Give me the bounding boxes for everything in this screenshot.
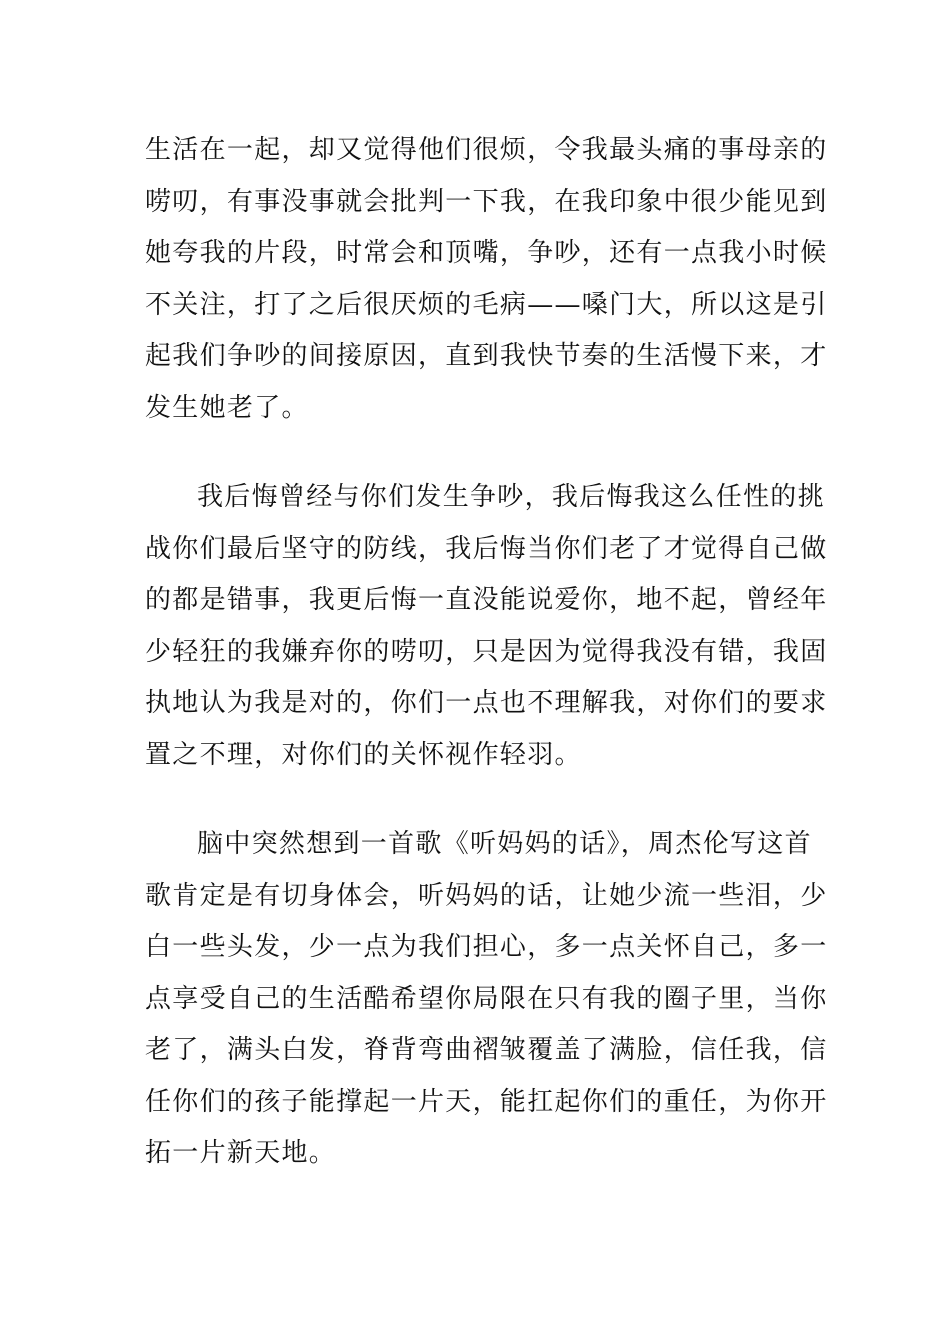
paragraph-line: 不关注，打了之后很厌烦的毛病——嗓门大，所以这是引 bbox=[145, 289, 828, 320]
paragraph-line: 战你们最后坚守的防线，我后悔当你们老了才觉得自己做 bbox=[145, 533, 828, 564]
paragraph-line: 的都是错事，我更后悔一直没能说爱你，地不起，曾经年 bbox=[145, 585, 828, 615]
paragraph-line: 我后悔曾经与你们发生争吵，我后悔我这么任性的挑 bbox=[197, 482, 825, 512]
paragraph-line: 脑中突然想到一首歌《听妈妈的话》，周杰伦写这首 bbox=[197, 829, 812, 859]
paragraph-line: 发生她老了。 bbox=[145, 392, 309, 423]
paragraph-line: 生活在一起，却又觉得他们很烦，令我最头痛的事母亲的 bbox=[145, 135, 828, 165]
paragraph-line: 唠叨，有事没事就会批判一下我，在我印象中很少能见到 bbox=[145, 186, 828, 217]
paragraph-3 bbox=[145, 819, 828, 1180]
paragraph-line: 她夸我的片段，时常会和顶嘴，争吵，还有一点我小时候 bbox=[145, 238, 828, 268]
paragraph-line: 任你们的孩子能撑起一片天，能扛起你们的重任，为你开 bbox=[145, 1086, 828, 1117]
paragraph-line: 起我们争吵的间接原因，直到我快节奏的生活慢下来，才 bbox=[145, 341, 828, 371]
paragraph-line: 置之不理，对你们的关怀视作轻羽。 bbox=[145, 739, 582, 770]
paragraph-line: 执地认为我是对的，你们一点也不理解我，对你们的要求 bbox=[145, 688, 828, 718]
paragraph-line: 拓一片新天地。 bbox=[145, 1138, 337, 1168]
paragraph-1 bbox=[145, 125, 828, 434]
paragraph-line: 老了，满头白发，脊背弯曲褶皱覆盖了满脸，信任我，信 bbox=[145, 1035, 828, 1065]
paragraph-2 bbox=[145, 472, 828, 781]
paragraph-line: 歌肯定是有切身体会，听妈妈的话，让她少流一些泪，少 bbox=[145, 880, 828, 911]
paragraph-line: 点享受自己的生活酷希望你局限在只有我的圈子里，当你 bbox=[145, 983, 828, 1014]
paragraph-line: 白一些头发，少一点为我们担心，多一点关怀自己，多一 bbox=[145, 932, 828, 962]
paragraph-line: 少轻狂的我嫌弃你的唠叨，只是因为觉得我没有错，我固 bbox=[145, 636, 828, 667]
